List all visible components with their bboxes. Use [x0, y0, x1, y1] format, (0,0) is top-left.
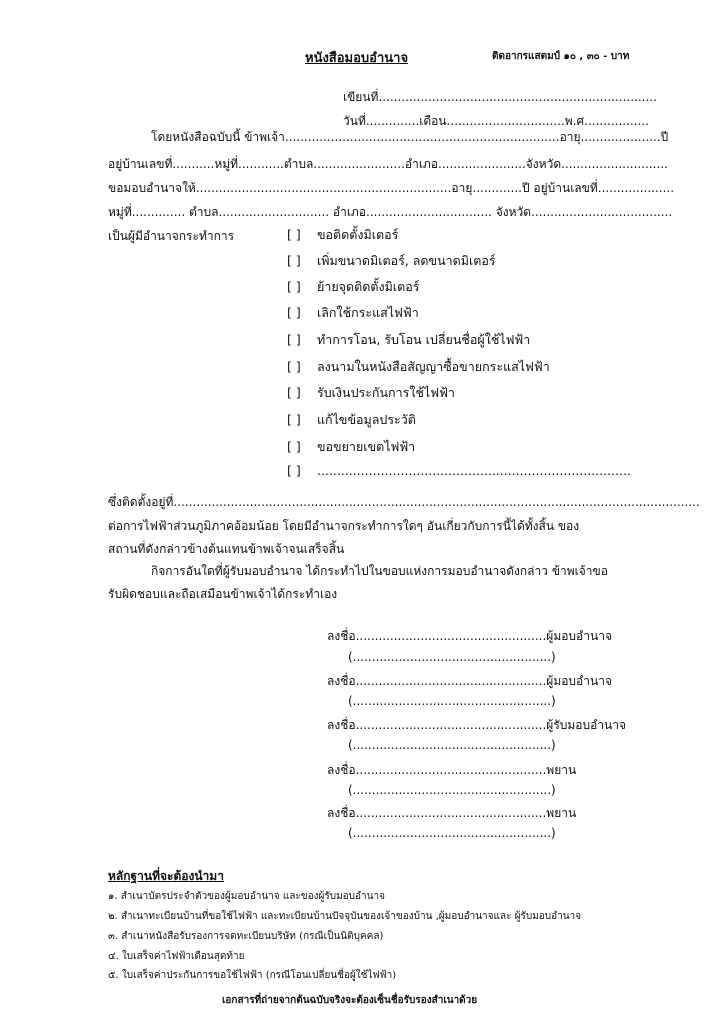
checkbox[interactable]: [ ]: [287, 359, 301, 374]
signature-grantor-1[interactable]: ลงชื่อ..................................................ผู้มอบอำนาจ: [327, 629, 612, 643]
checkbox[interactable]: [ ]: [287, 332, 301, 347]
option-label: รับเงินประกันการใช้ไฟฟ้า: [317, 385, 455, 400]
signature-name-grantor-2[interactable]: (....................................................): [348, 694, 556, 708]
signature-witness-1[interactable]: ลงชื่อ..................................................พยาน: [327, 763, 577, 777]
signature-witness-2[interactable]: ลงชื่อ..................................................พยาน: [327, 806, 577, 820]
evidence-item: ๒. สำเนาทะเบียนบ้านที่ขอใช้ไฟฟ้า และทะเบียนบ้านปัจจุบันของเจ้าของบ้าน ,ผู้มอบอำนาจและ ผู้รับมอบอำนาจ: [108, 911, 582, 922]
signature-grantee[interactable]: ลงชื่อ..................................................ผู้รับมอบอำนาจ: [327, 718, 627, 732]
evidence-item: ๓. สำเนาหนังสือรับรองการจดทะเบียนบริษัท (กรณีเป็นนิติบุคคล): [108, 931, 384, 942]
signature-name-witness-2[interactable]: (....................................................): [348, 826, 556, 840]
date-field[interactable]: วันที่..............เดือน...............................พ.ศ.................: [343, 114, 649, 128]
option-label: ย้ายจุดติดตั้งมิเตอร์: [317, 279, 420, 294]
evidence-item: ๕. ใบเสร็จค่าประกันการขอใช้ไฟฟ้า (กรณีโอนเปลี่ยนชื่อผู้ใช้ไฟฟ้า): [108, 970, 397, 981]
checkbox[interactable]: [ ]: [287, 279, 301, 294]
evidence-heading: หลักฐานที่จะต้องนำมา: [108, 869, 224, 883]
written-at-field[interactable]: เขียนที่.........................................................................: [343, 90, 657, 104]
grantee-line[interactable]: ขอมอบอำนาจให้...................................................................อายุ.............ปี อยู่บ้านเลขที่....................: [108, 181, 675, 195]
signature-name-grantor-1[interactable]: (....................................................): [348, 650, 556, 664]
evidence-item: ๑. สำเนาบัตรประจำตัวของผู้มอบอำนาจ และของผู้รับมอบอำนาจ: [108, 891, 385, 902]
option-other-field[interactable]: ...............................................................................: [317, 463, 631, 478]
grantor-line[interactable]: โดยหนังสือฉบับนี้ ข้าพเจ้า........................................................................อายุ.....................ปี: [151, 130, 669, 144]
option-label: ทำการโอน, รับโอน เปลี่ยนชื่อผู้ใช้ไฟฟ้า: [317, 332, 531, 347]
checkbox[interactable]: [ ]: [287, 385, 301, 400]
stamp-duty-note: ติดอากรแสตมป์ ๑๐ , ๓๐ - บาท: [492, 51, 630, 62]
checkbox[interactable]: [ ]: [287, 227, 301, 242]
option-move-meter[interactable]: [287, 277, 419, 297]
option-label: แก้ไขข้อมูลประวัติ: [317, 412, 416, 427]
option-other[interactable]: [287, 463, 631, 478]
checkbox[interactable]: [ ]: [287, 253, 301, 268]
certification-note: เอกสารที่ถ่ายจากต้นฉบับจริงจะต้องเซ็นชื่อรับรองสำเนาด้วย: [222, 995, 478, 1006]
paragraph-1-line-1: ต่อการไฟฟ้าส่วนภูมิภาคอ้อมน้อย โดยมีอำนาจกระทำการใดๆ อันเกี่ยวกับการนี้ได้ทั้งสิ้น ของ: [108, 519, 580, 533]
option-label: ลงนามในหนังสือสัญญาซื้อขายกระแสไฟฟ้า: [317, 359, 550, 374]
grantee-address-line[interactable]: หมู่ที่.............. ตำบล............................. อำเภอ................................. จังหวัด.....................................: [108, 205, 673, 219]
option-receive-deposit[interactable]: [287, 383, 455, 403]
document-title: หนังสือมอบอำนาจ: [305, 51, 409, 66]
grantor-address-line[interactable]: อยู่บ้านเลขที่...........หมู่ที่............ตำบล........................อำเภอ.......................จังหวัด............................: [108, 157, 668, 171]
option-install-meter[interactable]: [287, 225, 398, 245]
paragraph-2-line-2: รับผิดชอบและถือเสมือนข้าพเจ้าได้กระทำเอง: [108, 587, 338, 601]
option-edit-record[interactable]: [287, 410, 416, 430]
signature-name-grantee[interactable]: (....................................................): [348, 738, 556, 752]
evidence-item: ๔. ใบเสร็จค่าไฟฟ้าเดือนสุดท้าย: [108, 951, 245, 962]
checkbox[interactable]: [ ]: [287, 412, 301, 427]
authorize-label: เป็นผู้มีอำนาจกระทำการ: [108, 229, 235, 243]
signature-grantor-2[interactable]: ลงชื่อ..................................................ผู้มอบอำนาจ: [327, 674, 612, 688]
installed-at-field[interactable]: ซึ่งติดตั้งอยู่ที่..........................................................................................................................................: [108, 495, 700, 509]
checkbox[interactable]: [ ]: [287, 439, 301, 454]
option-stop-service[interactable]: [287, 303, 419, 323]
option-label: เลิกใช้กระแสไฟฟ้า: [317, 305, 419, 320]
paragraph-1-line-2: สถานที่ดังกล่าวข้างต้นแทนข้าพเจ้าจนเสร็จสิ้น: [108, 542, 345, 556]
signature-name-witness-1[interactable]: (....................................................): [348, 783, 556, 797]
checkbox[interactable]: [ ]: [287, 305, 301, 320]
option-label: เพิ่มขนาดมิเตอร์, ลดขนาดมิเตอร์: [317, 253, 496, 268]
option-change-meter-size[interactable]: [287, 251, 496, 271]
option-extend-line[interactable]: [287, 437, 415, 457]
paragraph-2-line-1: กิจการอันใดที่ผู้รับมอบอำนาจ ได้กระทำไปในขอบแห่งการมอบอำนาจดังกล่าว ข้าพเจ้าขอ: [151, 564, 608, 578]
option-transfer-name[interactable]: [287, 330, 530, 350]
checkbox[interactable]: [ ]: [287, 463, 301, 478]
option-sign-contract[interactable]: [287, 357, 550, 377]
option-label: ขอขยายเขตไฟฟ้า: [317, 439, 416, 454]
option-label: ขอติดตั้งมิเตอร์: [317, 227, 399, 242]
